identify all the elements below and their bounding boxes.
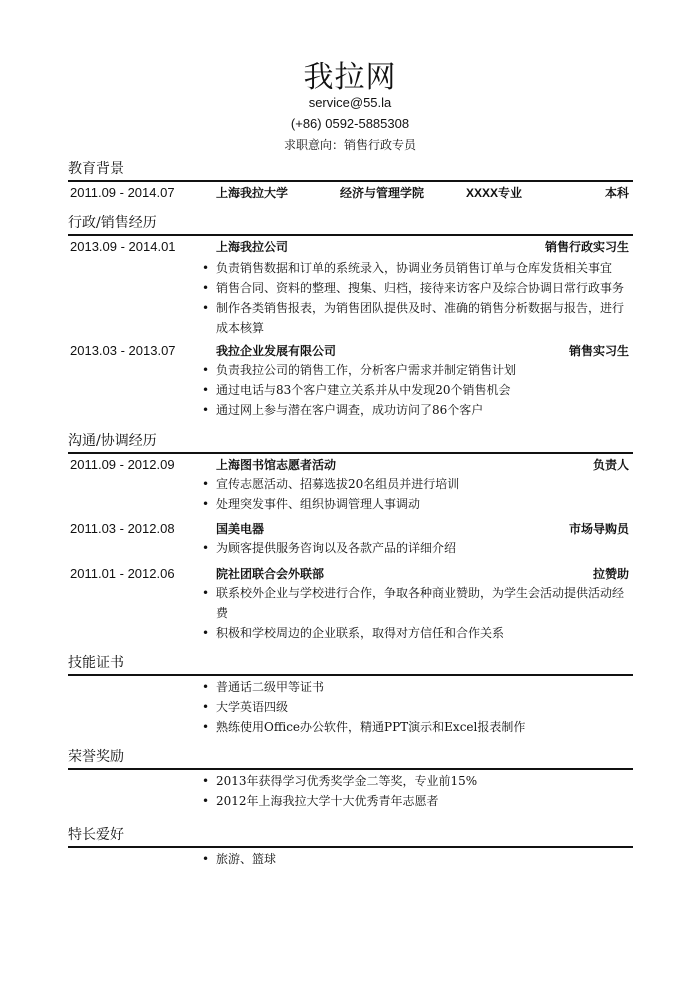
section-skills — [68, 654, 633, 734]
section-hobbies — [68, 826, 633, 866]
experience-bullets — [200, 360, 630, 420]
bullet-icon: • — [202, 774, 210, 788]
contact-email: service@55.la — [308, 95, 392, 110]
contact-phone: (+86) 0592-5885308 — [290, 116, 410, 131]
experience-date: 2013.03 - 2013.07 — [70, 343, 176, 358]
bullet-icon: • — [202, 541, 210, 555]
list-item: • 联系校外企业与学校进行合作，争取各种商业赞助，为学生会活动提供活动经费 — [200, 583, 630, 623]
section-title-hobbies: 特长爱好 — [68, 827, 124, 843]
section-title-education: 教育背景 — [68, 161, 124, 177]
experience-date: 2011.09 - 2012.09 — [70, 457, 175, 472]
skills-bullets — [200, 677, 630, 737]
honors-bullets — [200, 771, 630, 811]
education-college: 经济与管理学院 — [340, 186, 425, 200]
section-divider — [68, 846, 633, 848]
bullet-icon: • — [202, 700, 210, 714]
section-title-communication: 沟通/协调经历 — [68, 433, 157, 449]
resume-name: 我拉网 — [303, 60, 397, 95]
education-major: XXXX专业 — [466, 186, 523, 200]
education-degree: 本科 — [604, 186, 629, 200]
bullet-icon: • — [202, 626, 210, 640]
experience-org: 上海我拉公司 — [216, 240, 289, 254]
bullet-icon: • — [202, 363, 210, 377]
list-item: • 销售合同、资料的整理、搜集、归档，接待来访客户及综合协调日常行政事务 — [200, 278, 630, 298]
experience-row — [68, 238, 633, 256]
experience-role: 销售实习生 — [568, 344, 629, 358]
list-item: • 大学英语四级 — [200, 697, 630, 717]
list-item: • 旅游、篮球 — [200, 849, 630, 869]
list-item: • 通过网上参与潜在客户调查，成功访问了86个客户 — [200, 400, 630, 420]
section-honors — [68, 748, 633, 808]
experience-org: 上海图书馆志愿者活动 — [216, 458, 337, 472]
experience-bullets — [200, 538, 630, 558]
list-item: • 宣传志愿活动、招募选拔20名组员并进行培训 — [200, 474, 630, 494]
experience-role: 负责人 — [592, 458, 629, 472]
experience-date: 2011.03 - 2012.08 — [70, 521, 175, 536]
experience-row — [68, 342, 633, 360]
list-item: • 负责我拉公司的销售工作，分析客户需求并制定销售计划 — [200, 360, 630, 380]
experience-bullets — [200, 583, 630, 643]
list-item: • 积极和学校周边的企业联系，取得对方信任和合作关系 — [200, 623, 630, 643]
bullet-icon: • — [202, 852, 210, 866]
bullet-icon: • — [202, 477, 210, 491]
list-item: • 普通话二级甲等证书 — [200, 677, 630, 697]
section-title-honors: 荣誉奖励 — [68, 749, 124, 765]
list-item: • 负责销售数据和订单的系统录入，协调业务员销售订单与仓库发货相关事宜 — [200, 258, 630, 278]
experience-bullets — [200, 474, 630, 514]
list-item: • 处理突发事件、组织协调管理人事调动 — [200, 494, 630, 514]
list-item: • 为顾客提供服务咨询以及各款产品的详细介绍 — [200, 538, 630, 558]
bullet-icon: • — [202, 794, 210, 808]
bullet-icon: • — [202, 301, 210, 315]
experience-role: 拉赞助 — [592, 567, 629, 581]
section-admin-sales — [68, 214, 633, 417]
section-title-skills: 技能证书 — [68, 655, 124, 671]
education-school: 上海我拉大学 — [216, 186, 289, 200]
section-divider — [68, 234, 633, 236]
experience-row — [68, 520, 633, 538]
list-item: • 制作各类销售报表，为销售团队提供及时、准确的销售分析数据与报告，进行成本核算 — [200, 298, 630, 338]
job-objective: 求职意向：销售行政专员 — [283, 138, 416, 152]
section-divider — [68, 768, 633, 770]
education-date: 2011.09 - 2014.07 — [70, 185, 175, 200]
experience-org: 国美电器 — [216, 522, 265, 536]
experience-role: 市场导购员 — [568, 522, 629, 536]
section-divider — [68, 180, 633, 182]
education-row — [68, 184, 633, 202]
experience-date: 2013.09 - 2014.01 — [70, 239, 176, 254]
experience-role: 销售行政实习生 — [544, 240, 629, 254]
section-divider — [68, 674, 633, 676]
section-communication — [68, 432, 633, 640]
experience-row — [68, 456, 633, 474]
list-item: • 熟练使用Office办公软件，精通PPT演示和Excel报表制作 — [200, 717, 630, 737]
section-education — [68, 160, 633, 200]
experience-bullets — [200, 258, 630, 338]
hobbies-bullets — [200, 849, 630, 869]
experience-org: 院社团联合会外联部 — [216, 567, 325, 581]
bullet-icon: • — [202, 497, 210, 511]
list-item: • 通过电话与83个客户建立关系并从中发现20个销售机会 — [200, 380, 630, 400]
bullet-icon: • — [202, 720, 210, 734]
list-item: • 2012年上海我拉大学十大优秀青年志愿者 — [200, 791, 630, 811]
bullet-icon: • — [202, 680, 210, 694]
section-divider — [68, 452, 633, 454]
experience-org: 我拉企业发展有限公司 — [216, 344, 337, 358]
section-title-admin-sales: 行政/销售经历 — [68, 215, 157, 231]
bullet-icon: • — [202, 261, 210, 275]
bullet-icon: • — [202, 383, 210, 397]
bullet-icon: • — [202, 586, 210, 600]
bullet-icon: • — [202, 403, 210, 417]
experience-date: 2011.01 - 2012.06 — [70, 566, 175, 581]
experience-row — [68, 565, 633, 583]
bullet-icon: • — [202, 281, 210, 295]
list-item: • 2013年获得学习优秀奖学金二等奖，专业前15% — [200, 771, 630, 791]
